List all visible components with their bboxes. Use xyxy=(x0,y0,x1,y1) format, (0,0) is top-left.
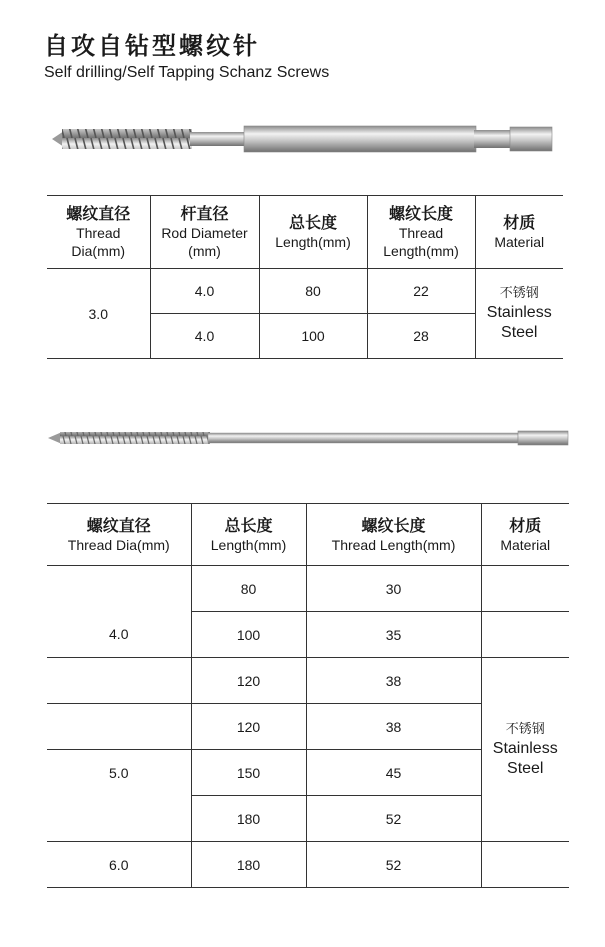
specs-table-1 xyxy=(47,195,563,359)
length-cell: 100 xyxy=(191,612,306,658)
rod-cell: 4.0 xyxy=(150,269,259,314)
thread-length-cell: 38 xyxy=(306,658,481,704)
schanz-screw-short-image xyxy=(50,118,555,160)
header-material: 材质 Material xyxy=(481,504,569,566)
table-row xyxy=(47,269,563,314)
header-thread-length: 螺纹长度 Thread Length(mm) xyxy=(367,196,475,269)
header-thread-dia: 螺纹直径 Thread Dia(mm) xyxy=(47,196,150,269)
length-cell: 120 xyxy=(191,704,306,750)
thread-dia-cell: 5.0 xyxy=(109,764,129,781)
header-thread-dia: 螺纹直径 Thread Dia(mm) xyxy=(47,504,191,566)
thread-dia-cell xyxy=(47,658,191,704)
material-cell: 不锈钢 Stainless Steel xyxy=(475,269,563,359)
thread-length-cell: 52 xyxy=(306,842,481,888)
length-cell: 100 xyxy=(259,314,367,359)
thread-dia-cell xyxy=(47,796,191,842)
thread-dia-cell: 6.0 xyxy=(47,842,191,888)
table-header-row xyxy=(47,196,563,269)
thread-dia-cell: 4.0 xyxy=(47,612,191,658)
header-length: 总长度 Length(mm) xyxy=(191,504,306,566)
specs-table-2 xyxy=(47,503,569,888)
header-thread-length: 螺纹长度 Thread Length(mm) xyxy=(306,504,481,566)
schanz-screw-long-image xyxy=(44,424,572,452)
thread-length-cell: 28 xyxy=(367,314,475,359)
material-cell: 不锈钢 Stainless Steel xyxy=(481,658,569,842)
thread-length-cell: 52 xyxy=(306,796,481,842)
length-cell: 150 xyxy=(191,750,306,796)
thread-length-cell: 30 xyxy=(306,566,481,612)
thread-dia-cell xyxy=(47,566,191,612)
rod-cell: 4.0 xyxy=(150,314,259,359)
table-row xyxy=(47,566,569,612)
table-header-row xyxy=(47,504,569,566)
length-cell: 120 xyxy=(191,658,306,704)
table-row xyxy=(47,842,569,888)
header-length: 总长度 Length(mm) xyxy=(259,196,367,269)
thread-length-cell: 45 xyxy=(306,750,481,796)
page-title-cn: 自攻自钻型螺纹针 xyxy=(44,32,260,60)
material-cell-empty xyxy=(481,566,569,612)
length-cell: 180 xyxy=(191,796,306,842)
thread-dia-cell xyxy=(47,704,191,750)
length-cell: 80 xyxy=(259,269,367,314)
thread-length-cell: 22 xyxy=(367,269,475,314)
length-cell: 180 xyxy=(191,842,306,888)
table-row xyxy=(47,658,569,704)
thread-dia-cell: 3.0 xyxy=(47,269,150,359)
header-rod-diameter: 杆直径 Rod Diameter (mm) xyxy=(150,196,259,269)
page-title-en: Self drilling/Self Tapping Schanz Screws xyxy=(44,64,330,81)
header-material: 材质 Material xyxy=(475,196,563,269)
material-cell-empty xyxy=(481,612,569,658)
thread-length-cell: 35 xyxy=(306,612,481,658)
material-cell-empty xyxy=(481,842,569,888)
thread-length-cell: 38 xyxy=(306,704,481,750)
length-cell: 80 xyxy=(191,566,306,612)
table-row xyxy=(47,612,569,658)
